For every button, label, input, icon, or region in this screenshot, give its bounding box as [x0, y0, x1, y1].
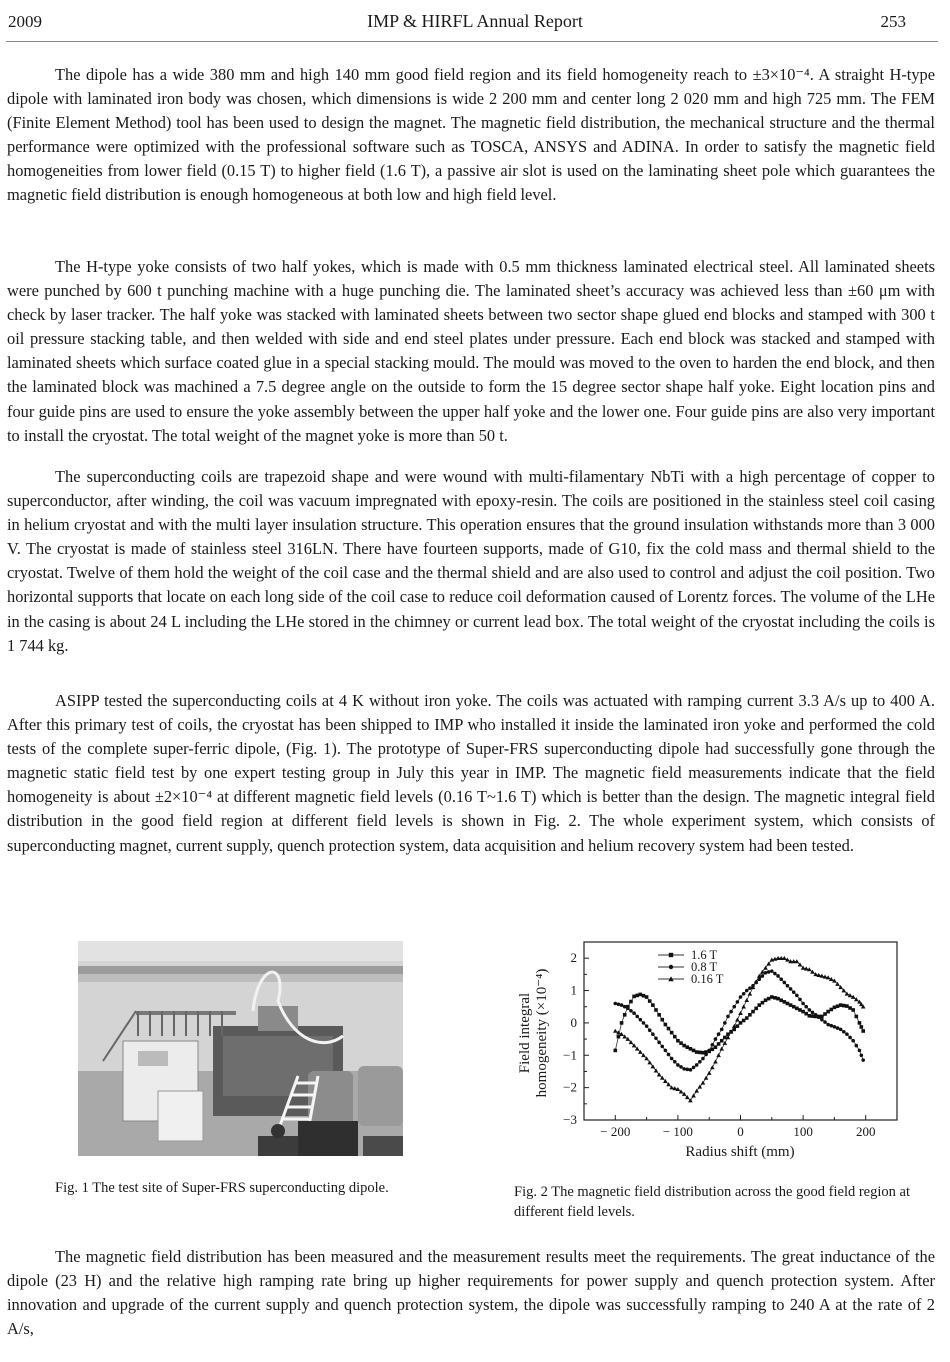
plot-frame	[584, 942, 897, 1120]
x-axis-label: Radius shift (mm)	[685, 1144, 795, 1160]
svg-text:− 100: − 100	[662, 1124, 693, 1139]
svg-text:−3: −3	[563, 1112, 577, 1127]
paragraph-text: The dipole has a wide 380 mm and high 140 mm good field region and its field homogeneity reach to ±3×10⁻⁴. A straight H-type dipole with laminated iron body was chosen, which dimensions is wide 2 200 mm and center long 2 020 mm and high 725 mm. The FEM (Finite Element Method) tool has been used to design the magnet. The magnetic field distribution, the mechanical structure and the thermal performance were optimized with the professional software such as TOSCA, ANSYS and ADINA. In order to satisfy the magnetic field homogeneities from lower field (0.15 T) to higher field (1.6 T), a passive air slot is used on the laminating sheet pole which guarantees the magnetic field distribution is enough homogeneous at both low and high field level.	[7, 65, 935, 205]
paragraph-measurement-results	[7, 1245, 935, 1341]
chart-legend	[658, 948, 724, 986]
svg-text:0: 0	[737, 1124, 744, 1139]
y-axis-label-line2: homogeneity (×10⁻⁴)	[534, 968, 550, 1098]
paragraph-h-type-yoke	[7, 255, 935, 448]
svg-text:200: 200	[855, 1124, 876, 1139]
svg-text:1: 1	[570, 982, 577, 998]
paragraph-text: The superconducting coils are trapezoid shape and were wound with multi-filamentary NbTi with a high percentage of copper to superconductor, after winding, the coil was vacuum impregnated with epoxy-resin. The coils are positioned in the stainless steel coil casing in helium cryostat and with the multi layer insulation structure. This operation ensures that the ground insulation withstands more than 3 000 V. The cryostat is made of stainless steel 316LN. There have fourteen supports, made of G10, fix the cold mass and thermal shield to the cryostat. Twelve of them hold the weight of the coil case and the thermal shield and are also used to control and adjust the coil position. Two horizontal supports that locate on each long side of the coil case to reduce coil deformation caused of Lorentz forces. The volume of the LHe in the casing is about 24 L including the LHe stored in the chimney or current lead box. The total weight of the cryostat including the coils is 1 744 kg.	[7, 467, 935, 655]
paragraph-text: ASIPP tested the superconducting coils at 4 K without iron yoke. The coils was actuated with ramping current 3.3 A/s up to 400 A. After this primary test of coils, the cryostat has been shipped to IMP who installed it inside the laminated iron yoke and performed the cold tests of the complete super-ferric dipole, (Fig. 1). The prototype of Super-FRS superconducting dipole had successfully gone through the magnetic static field test by one expert testing group in July this year in IMP. The magnetic field measurements indicate that the field homogeneity is about ±2×10⁻⁴ at different magnetic field levels (0.16 T~1.6 T) which is better than the design. The magnetic integral field distribution in the good field region at different field levels is shown in Fig. 2. The whole experiment system, which consists of superconducting magnet, current supply, quench protection system, data acquisition and helium recovery system had been tested.	[7, 691, 935, 855]
legend-label: 0.8 T	[691, 960, 718, 974]
paragraph-good-field-region	[7, 63, 935, 208]
test-site-photo-icon	[78, 941, 403, 1156]
svg-text:− 200: − 200	[600, 1124, 631, 1139]
data-series	[613, 956, 865, 1103]
header-title: IMP & HIRFL Annual Report	[367, 11, 583, 31]
legend-label: 0.16 T	[691, 972, 724, 986]
svg-text:2: 2	[570, 950, 577, 966]
svg-text:100: 100	[793, 1124, 813, 1139]
series-0-8-T	[614, 969, 865, 1071]
paragraph-text: The H-type yoke consists of two half yokes, which is made with 0.5 mm thickness laminated electrical steel. All laminated sheets were punched by 600 t punching machine with a huge punching die. The laminated sheet’s accuracy was achieved less than ±60 μm with check by laser tracker. The half yoke was stacked with laminated sheets between two sector shape glued end blocks and stamped with 300 t oil pressure stacking table, and then welded with side and end steel plates under pressure. Each end block was stacked and stamped with laminated sheets which surface coated glue in a special stacking mould. The mould was moved to the oven to harden the end block, and then the laminated block was machined a 7.5 degree angle on the outside to form the 15 degree sector shape half yoke. Eight location pins and four guide pins are used to ensure the yoke assembly between the upper half yoke and the lower one. Four guide pins are also very important to install the cryostat. The total weight of the magnet yoke is more than 50 t.	[7, 257, 935, 445]
figure-2-caption: Fig. 2 The magnetic field distribution across the good field region at different field levels.	[514, 1184, 910, 1220]
figure-2-chart	[508, 935, 908, 1165]
page-header	[0, 0, 950, 44]
svg-text:0: 0	[570, 1014, 577, 1030]
paragraph-asipp-tests	[7, 689, 935, 858]
figure-1-caption: Fig. 1 The test site of Super-FRS superconducting dipole.	[55, 1180, 389, 1196]
header-year: 2009	[8, 12, 42, 31]
paragraph-text: The magnetic field distribution has been measured and the measurement results meet the requirements. The great inductance of the dipole (23 H) and the relative high ramping rate bring up higher requirements for power supply and quench protection system. After innovation and upgrade of the current supply and quench protection system, the dipole was successfully ramping to 240 A at the rate of 2 A/s,	[7, 1247, 935, 1339]
header-rule	[6, 41, 938, 42]
legend-label: 1.6 T	[691, 948, 718, 962]
figure-1-photo	[78, 941, 403, 1156]
header-page-number: 253	[880, 12, 906, 31]
svg-text:−1: −1	[563, 1047, 577, 1063]
paragraph-superconducting-coils	[7, 465, 935, 658]
y-axis-label-line1: Field integral	[517, 992, 533, 1074]
field-homogeneity-line-chart	[508, 935, 908, 1165]
svg-text:−2: −2	[563, 1079, 577, 1095]
